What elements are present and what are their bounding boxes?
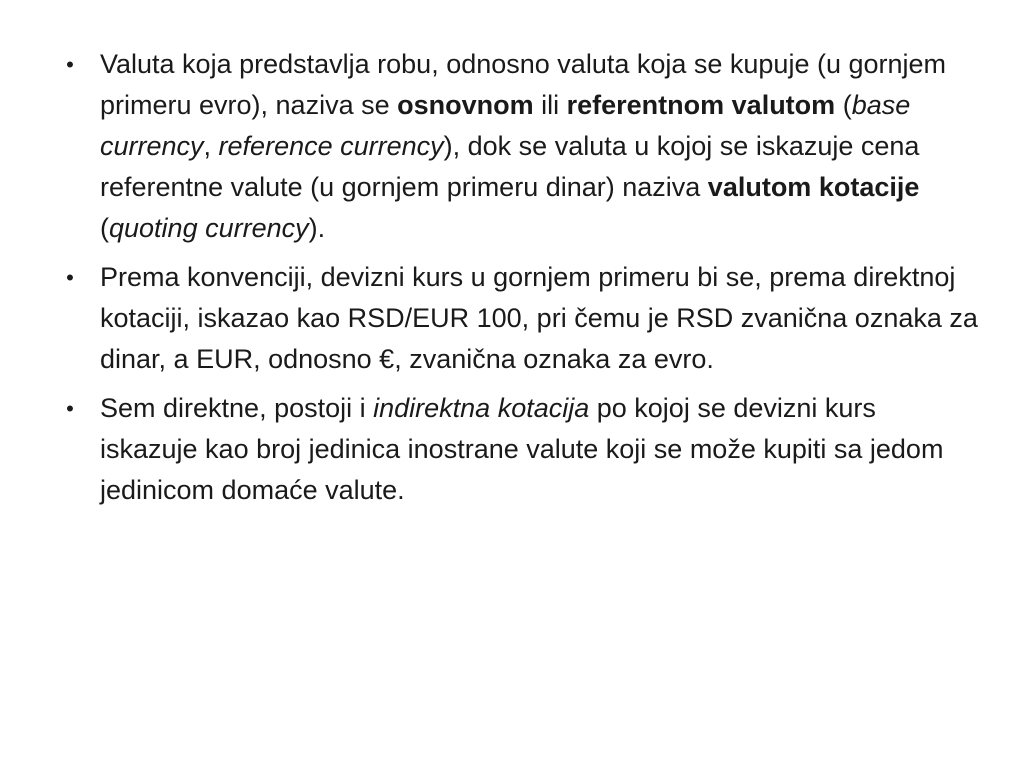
text-segment: ili — [533, 90, 567, 120]
text-segment-italic: indirektna kotacija — [373, 393, 590, 423]
text-segment: ( — [835, 90, 852, 120]
bullet-dot-icon: • — [66, 52, 74, 77]
bullet-text — [100, 393, 943, 505]
text-segment-italic: base currency — [100, 90, 911, 161]
bullet-item-2 — [58, 257, 978, 380]
text-segment: ( — [100, 213, 109, 243]
bullet-dot-icon: • — [66, 396, 74, 421]
bullet-item-3 — [58, 388, 978, 511]
text-segment: ), dok se valuta u kojoj se iskazuje cena referentne valute (u gornjem primeru dinar) naziva — [100, 131, 920, 202]
text-segment: Sem direktne, postoji i — [100, 393, 374, 423]
text-segment: ). — [308, 213, 326, 243]
text-segment: po kojoj se devizni kurs iskazuje kao broj jedinica inostrane valute koji se može kupiti sa jedom jedinicom domaće valute. — [100, 393, 944, 505]
text-segment-bold: valutom kotacije — [707, 172, 920, 202]
text-segment: Valuta koja predstavlja robu, odnosno valuta koja se kupuje (u gornjem primeru evro), naziva se — [100, 49, 947, 120]
bullet-text — [100, 262, 978, 374]
bullet-dot-icon: • — [66, 265, 74, 290]
text-segment: , — [203, 131, 219, 161]
text-segment-italic: reference currency — [218, 131, 444, 161]
text-segment-italic: quoting currency — [109, 213, 309, 243]
bullet-item-1 — [58, 44, 978, 249]
text-segment-bold: osnovnom — [397, 90, 534, 120]
bullet-text — [100, 49, 946, 243]
text-segment-bold: referentnom valutom — [566, 90, 836, 120]
bullet-list — [58, 44, 978, 519]
text-segment: Prema konvenciji, devizni kurs u gornjem primeru bi se, prema direktnoj kotaciji, iskazao kao RSD/EUR 100, pri čemu je RSD zvanična oznaka za dinar, a EUR, odnosno €, zvanična oznaka za evro. — [100, 262, 978, 374]
